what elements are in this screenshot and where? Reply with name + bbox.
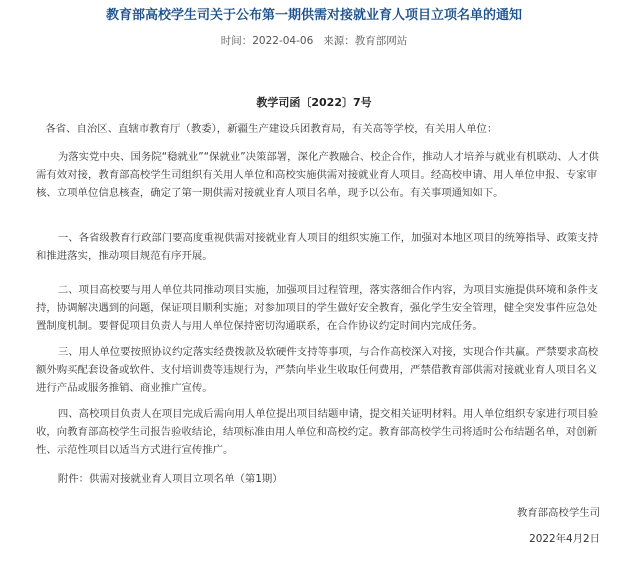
signature-date: 2022年4月2日 <box>529 533 600 545</box>
salutation: 各省、自治区、直辖市教育厅（教委），新疆生产建设兵团教育局，有关高等学校，有关用人单位： <box>45 123 498 135</box>
article-meta <box>0 34 628 48</box>
body-paragraph-3: 三、用人单位要按照协议约定落实经费拨款及软硬件支持等事项，与合作高校深入对接，实现合作共赢。严禁要求高校额外购买配套设备或软件、支付培训费等违规行为，严禁向毕业生收取任何费用，严禁借教育部供需对接就业育人项目名义进行产品或服务推销、商业推广宣传。 <box>36 346 599 394</box>
body-paragraph-intro: 为落实党中央、国务院“稳就业”“保就业”决策部署，深化产教融合、校企合作，推动人才培养与就业有机联动、人才供需有效对接，教育部高校学生司组织有关用人单位和高校实施供需对接就业育人项目。经高校申请、用人单位申报、专家审核、立项单位信息核查，确定了第一期供需对接就业育人项目名单，现予以公布。有关事项通知如下。 <box>36 151 599 199</box>
source-value: 教育部网站 <box>354 35 408 47</box>
article-title: 教育部高校学生司关于公布第一期供需对接就业育人项目立项名单的通知 <box>105 8 522 23</box>
body-paragraph-4: 四、高校项目负责人在项目完成后需向用人单位提出项目结题申请，提交相关证明材料。用人单位组织专家进行项目验收，向教育部高校学生司报告验收结论，结项标准由用人单位和高校约定。教育部高校学生司将适时公布结题名单，对创新性、示范性项目以适当方式进行宣传推广。 <box>36 408 599 456</box>
document-number: 教学司函〔2022〕7号 <box>256 96 372 109</box>
attachment-note: 附件：供需对接就业育人项目立项名单（第1期） <box>57 473 283 485</box>
signature-org: 教育部高校学生司 <box>516 507 600 519</box>
body-paragraph-1: 一、各省级教育行政部门要高度重视供需对接就业育人项目的组织实施工作，加强对本地区项目的统筹指导、政策支持和推进落实，推动项目规范有序开展。 <box>36 232 599 262</box>
time-label: 时间： <box>220 35 253 47</box>
source-label: 来源： <box>323 35 355 47</box>
body-paragraph-2: 二、项目高校要与用人单位共同推动项目实施，加强项目过程管理，落实落细合作内容，为项目实施提供环境和条件支持，协调解决遇到的问题，保证项目顺利实施；对参加项目的学生做好安全教育，强化学生安全管理，健全突发事件应急处置制度机制。要督促项目负责人与用人单位保持密切沟通联系，在合作协议约定时间内完成任务。 <box>36 284 599 332</box>
time-value: 2022-04-06 <box>252 35 314 47</box>
